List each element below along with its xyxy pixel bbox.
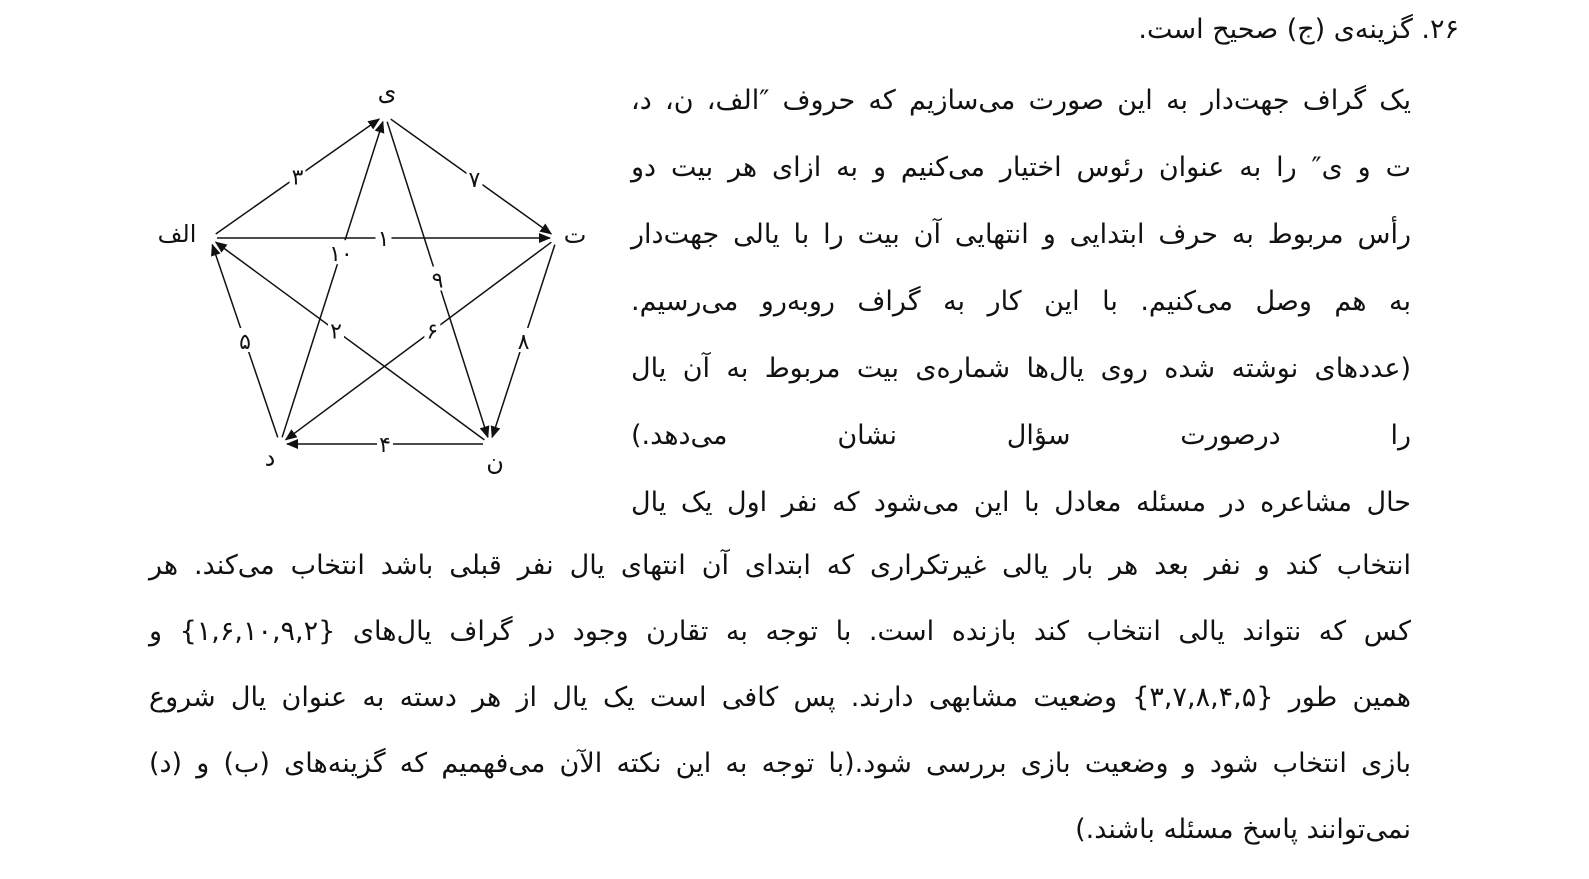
edge-label: ۵ [239, 330, 251, 355]
edge-label: ۶ [426, 319, 439, 345]
explanation-paragraph-bottom [149, 541, 1411, 871]
edge-label: ۴ [379, 433, 391, 458]
edge-label: ۱۰ [329, 242, 353, 268]
directed-graph-diagram [150, 80, 610, 490]
edge-label: ۷ [468, 167, 481, 193]
text-line: انتخاب کند و نفر بعد هر بار یالی غیرتکراری که ابتدای آن انتهای یال نفر قبلی باشد انتخاب می‌کند. هر [149, 550, 1411, 581]
vertex-label-nun: ن [486, 448, 504, 476]
graph-edge-te-dal [286, 242, 552, 440]
text-line: نمی‌توانند پاسخ مسئله باشند.) [1075, 814, 1411, 845]
text-line: (عددهای نوشته شده روی یال‌ها شماره‌ی بیت مربوط به آن یال [631, 353, 1411, 384]
text-line: ت و ی″ را به عنوان رئوس اختیار می‌کنیم و به ازای هر بیت دو [631, 152, 1411, 183]
edge-label: ۸ [517, 330, 530, 355]
edge-label: ۳ [291, 165, 304, 191]
text-line: رأس مربوط به حرف ابتدایی و انتهایی آن بیت را با یالی جهت‌دار [631, 219, 1411, 250]
text-line: کس که نتواند یالی انتخاب کند بازنده است. با توجه به تقارن وجود در گراف یال‌های {۱,۶,۱۰,۹,۲} و [149, 616, 1411, 647]
text-line: به هم وصل می‌کنیم. با این کار به گراف روبه‌رو می‌رسیم. [631, 286, 1411, 317]
answer-heading: ۲۶. گزینه‌ی (ج) صحیح است. [1138, 14, 1459, 45]
edge-label: ۲ [330, 319, 342, 345]
vertex-label-ye: ی [377, 80, 397, 106]
text-line: همین طور {۳,۷,۸,۴,۵} وضعیت مشابهی دارند. پس کافی است یک یال از هر دسته به عنوان یال شروع [149, 682, 1411, 713]
text-line: حال مشاعره در مسئله معادل با این می‌شود که نفر اول یک یال [631, 487, 1411, 518]
text-line: بازی انتخاب شود و وضعیت بازی بررسی شود.(با توجه به این نکته الآن می‌فهمیم که گزینه‌های (ب) و (د) [149, 748, 1411, 779]
text-line: را درصورت سؤال نشان می‌دهد.) [631, 420, 1411, 451]
edge-label: ۱ [377, 227, 390, 252]
edge-label: ۹ [431, 268, 444, 294]
text-line: یک گراف جهت‌دار به این صورت می‌سازیم که حروف ″الف، ن، د، [631, 85, 1411, 116]
vertex-label-dal: د [264, 444, 276, 472]
vertex-label-alef: الف [157, 220, 197, 248]
explanation-paragraph-top [631, 76, 1411, 545]
vertex-label-te: ت [563, 221, 587, 249]
